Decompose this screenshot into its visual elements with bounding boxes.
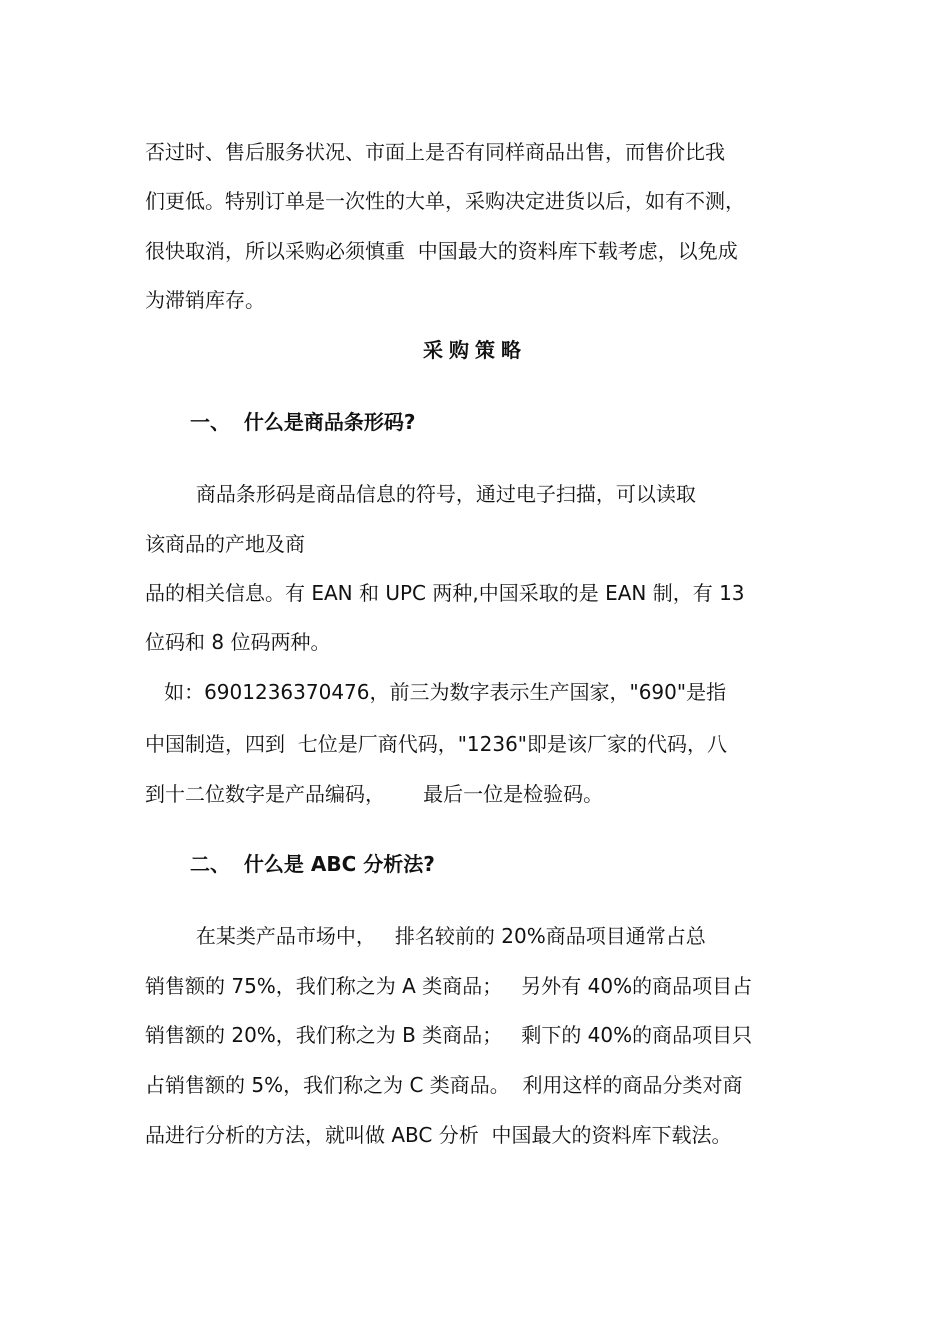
section1-line-3: 品的相关信息。有 EAN 和 UPC 两种,中国采取的是 EAN 制，有 13: [145, 581, 745, 605]
section2-line-5: 品进行分析的方法，就叫做 ABC 分析 中国最大的资料库下载法。: [145, 1123, 732, 1147]
intro-line-2: 们更低。特别订单是一次性的大单，采购决定进货以后，如有不测，: [145, 189, 745, 213]
section2-heading: 二、 什么是 ABC 分析法?: [190, 852, 435, 876]
section1-line-2: 该商品的产地及商: [145, 532, 305, 556]
intro-line-1: 否过时、售后服务状况、市面上是否有同样商品出售，而售价比我: [145, 140, 725, 164]
section2-line-4: 占销售额的 5%，我们称之为 C 类商品。 利用这样的商品分类对商: [145, 1073, 743, 1097]
section1-line-7: 到十二位数字是产品编码， 最后一位是检验码。: [145, 782, 604, 806]
intro-line-3: 很快取消，所以采购必须慎重 中国最大的资料库下载考虑，以免成: [145, 239, 738, 263]
section2-line-2: 销售额的 75%，我们称之为 A 类商品； 另外有 40%的商品项目占: [145, 974, 753, 998]
section1-line-6: 中国制造，四到 七位是厂商代码，"1236"即是该厂家的代码，八: [145, 732, 728, 756]
intro-line-4: 为滞销库存。: [145, 288, 265, 312]
section2-line-3: 销售额的 20%，我们称之为 B 类商品； 剩下的 40%的商品项目只: [145, 1023, 753, 1047]
section1-line-5: 如：6901236370476，前三为数字表示生产国家，"690"是指: [145, 680, 727, 704]
section-title: 采购策略: [423, 338, 527, 362]
section1-line-4: 位码和 8 位码两种。: [145, 630, 331, 654]
section1-line-1: 商品条形码是商品信息的符号，通过电子扫描，可以读取: [145, 482, 696, 506]
section2-line-1: 在某类产品市场中， 排名较前的 20%商品项目通常占总: [145, 924, 706, 948]
section1-heading: 一、 什么是商品条形码?: [190, 410, 416, 434]
